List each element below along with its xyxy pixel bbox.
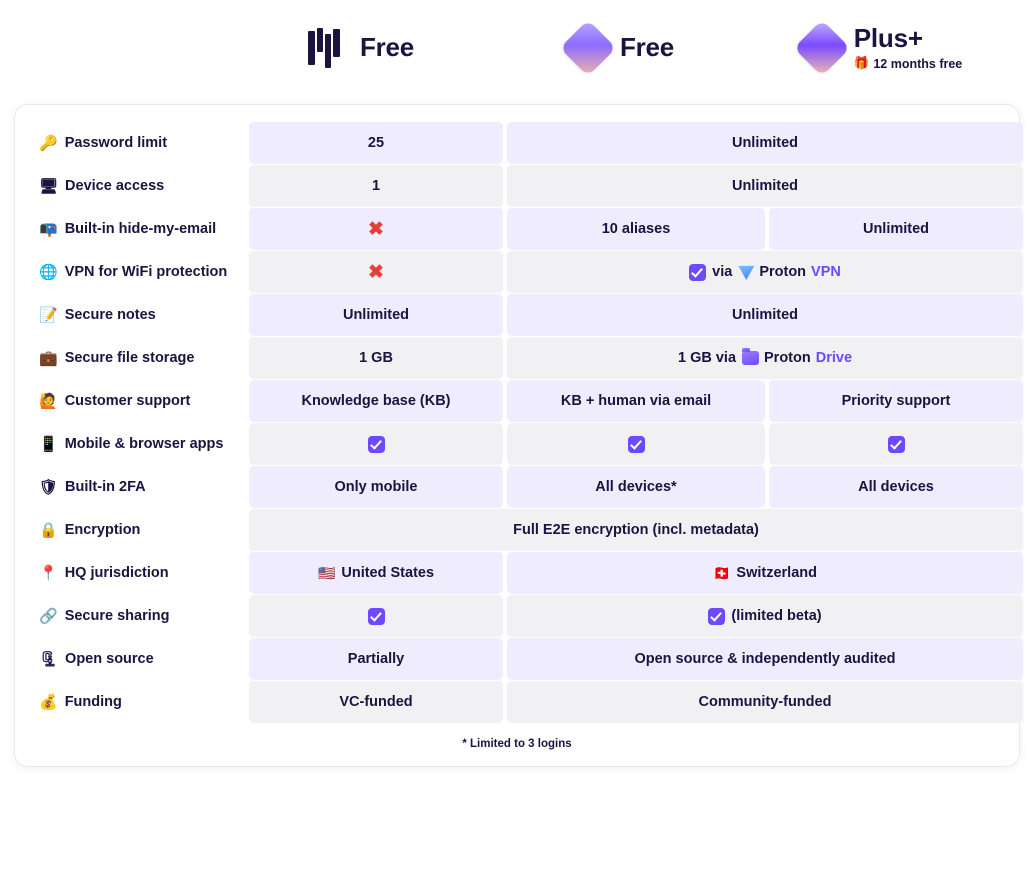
value-cell-content [507,122,1023,164]
drive-wordmark: Drive [815,350,853,366]
header-plan-name: Free [619,32,675,63]
feature-label-cell [29,380,247,422]
value-cell [247,681,505,723]
feature-label: Mobile & browser apps [64,436,224,452]
table-row [29,251,1025,293]
feature-label-cell [29,466,247,508]
value-cell-content [249,294,503,336]
feature-label: Secure sharing [64,608,170,624]
cross-icon: ✖ [368,261,384,283]
value-text: 10 aliases [601,221,671,237]
value-text: Switzerland [736,565,817,581]
value-cell [247,208,505,250]
value-cell-content [507,380,765,422]
value-cell-content [769,466,1023,508]
value-text: Unlimited [731,307,799,323]
feature-label: Secure notes [64,307,156,323]
value-text: VC-funded [339,694,413,710]
value-cell-content [507,595,1023,637]
feature-label: Built-in 2FA [65,479,146,495]
value-cell [505,638,1025,680]
header-column-proton-free [490,0,752,96]
value-cell [247,552,505,594]
header-column-proton-plus [752,0,1012,96]
value-cell [247,509,1025,551]
vpn-wordmark: VPN [811,264,841,280]
value-cell-content [249,595,503,637]
value-cell [505,380,767,422]
feature-label-cell [29,509,247,551]
proton-drive-icon [742,351,759,365]
value-text: via [712,264,733,280]
check-icon [368,608,385,625]
value-text: Only mobile [334,479,418,495]
flag-icon: 🇺🇸 [317,564,336,581]
value-cell-content [507,337,1023,379]
value-cell-content [249,165,503,207]
brand-proton-pass-plus [802,22,963,71]
feature-label-cell [29,122,247,164]
table-footnote: * Limited to 3 logins [462,738,572,750]
check-icon [368,436,385,453]
comparison-table-card [14,104,1020,767]
value-cell [505,337,1025,379]
value-cell [247,294,505,336]
header-plan-promo-label: 12 months free [873,56,963,71]
table-row [29,337,1025,379]
value-text: All devices [858,479,934,495]
value-cell-content [249,681,503,723]
value-cell-content [249,337,503,379]
feature-label-cell [29,595,247,637]
value-text: Priority support [841,393,951,409]
proton-pass-rhombus-icon [568,28,608,68]
table-row [29,208,1025,250]
table-row [29,552,1025,594]
value-cell-content [249,509,1023,551]
value-cell-content [507,208,765,250]
feature-label: VPN for WiFi protection [64,264,228,280]
flag-icon: 🇨🇭 [712,564,731,581]
value-cell [505,208,767,250]
pin-icon: 📍 [39,564,58,582]
value-text: KB + human via email [560,393,712,409]
value-text: 1 GB [359,350,393,366]
value-cell [767,423,1025,465]
feature-label-cell [29,251,247,293]
value-text: Unlimited [731,178,799,194]
value-cell [247,337,505,379]
feature-label-cell [29,165,247,207]
value-cell-content [507,294,1023,336]
value-cell-content [507,165,1023,207]
feature-label: Secure file storage [64,350,195,366]
value-cell-content [507,423,765,465]
value-cell [505,552,1025,594]
value-text: (limited beta) [731,608,822,624]
briefcase-icon: 💼 [39,349,58,367]
proton-drive-brand [742,350,852,366]
value-cell [505,595,1025,637]
comparison-table [29,121,1025,724]
table-row [29,122,1025,164]
feature-label: Password limit [64,135,168,151]
key-icon: 🔑 [39,134,58,152]
globe-icon: 🌐 [39,263,58,281]
feature-label-cell [29,337,247,379]
cross-icon: ✖ [368,218,384,240]
mobile-icon: 📱 [39,435,58,453]
feature-label: HQ jurisdiction [64,565,169,581]
table-row [29,595,1025,637]
brand-bitwarden [308,28,414,68]
link-icon: 🔗 [39,607,58,625]
value-text: Open source & independently audited [634,651,896,667]
value-text: Knowledge base (KB) [301,393,451,409]
check-icon [689,264,706,281]
feature-label: Built-in hide-my-email [64,221,217,237]
value-cell [505,165,1025,207]
table-row [29,638,1025,680]
value-cell [767,466,1025,508]
comparison-header [0,0,1034,96]
support-icon: 🙋 [39,392,58,410]
value-cell [247,423,505,465]
check-icon [628,436,645,453]
proton-pass-rhombus-icon [802,28,842,68]
code-icon: 🗜 [39,650,59,668]
value-cell-content [507,251,1023,293]
table-row [29,509,1025,551]
feature-label: Open source [65,651,154,667]
value-text: 1 GB via [677,350,737,366]
value-cell [247,466,505,508]
value-cell [767,208,1025,250]
value-cell-content [769,423,1023,465]
value-cell [247,595,505,637]
value-cell-content [249,122,503,164]
value-cell-content [507,681,1023,723]
feature-label: Funding [64,694,122,710]
value-text: Unlimited [862,221,930,237]
value-cell-content [249,380,503,422]
hide-my-email-icon: 📭 [39,220,58,238]
money-icon: 💰 [39,693,58,711]
value-text: 1 [371,178,381,194]
table-row [29,466,1025,508]
proton-wordmark: Proton [764,350,811,366]
value-cell [247,165,505,207]
value-cell [505,294,1025,336]
value-cell-content [769,380,1023,422]
value-text: Full E2E encryption (incl. metadata) [513,522,759,538]
value-text: Partially [347,651,405,667]
table-row [29,681,1025,723]
gift-icon: 🎁 [853,56,870,71]
check-icon [708,608,725,625]
feature-label-cell [29,423,247,465]
proton-vpn-brand [738,264,841,280]
value-cell [505,423,767,465]
table-row [29,165,1025,207]
value-cell [247,251,505,293]
header-column-bitwarden-free [232,0,490,96]
value-cell [247,638,505,680]
header-plan-name: Plus+ [853,22,923,53]
value-cell [505,122,1025,164]
devices-icon: 🖥 [39,177,59,195]
value-cell [247,122,505,164]
value-text: United States [341,565,435,581]
feature-label: Device access [65,178,165,194]
bitwarden-shield-icon [308,28,348,68]
shield-2fa-icon: 🛡 [39,478,59,496]
value-cell-content [249,423,503,465]
value-text: Unlimited [731,135,799,151]
value-cell [505,681,1025,723]
table-row [29,294,1025,336]
header-plan-promo [854,56,963,71]
value-cell-content [249,638,503,680]
value-cell-content [769,208,1023,250]
note-icon: 📝 [39,306,58,324]
value-text: All devices* [595,479,677,495]
feature-label-cell [29,294,247,336]
value-cell [505,251,1025,293]
feature-label: Customer support [64,393,191,409]
value-cell-content [507,638,1023,680]
proton-vpn-icon [738,264,754,280]
brand-proton-pass-free [568,28,674,68]
value-cell-content [249,251,503,293]
table-row [29,423,1025,465]
table-row [29,380,1025,422]
value-cell-content [507,466,765,508]
value-cell [767,380,1025,422]
value-cell-content [249,208,503,250]
feature-label-cell [29,552,247,594]
value-text: Community-funded [698,694,832,710]
lock-icon: 🔒 [39,521,58,539]
header-plan-name: Free [359,32,415,63]
value-cell-content [507,552,1023,594]
value-text: Unlimited [342,307,410,323]
check-icon [888,436,905,453]
feature-label-cell [29,681,247,723]
value-cell [247,380,505,422]
feature-label-cell [29,638,247,680]
value-text: 25 [367,135,385,151]
feature-label: Encryption [64,522,141,538]
value-cell-content [249,552,503,594]
value-cell [505,466,767,508]
proton-wordmark: Proton [759,264,807,280]
value-cell-content [249,466,503,508]
feature-label-cell [29,208,247,250]
